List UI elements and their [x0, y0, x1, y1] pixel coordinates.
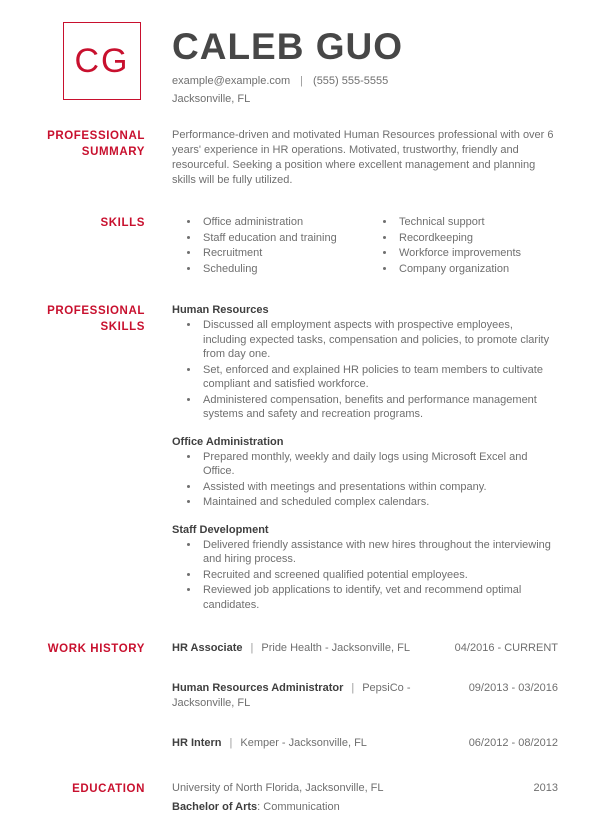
skill-group-heading: Staff Development — [172, 523, 269, 536]
location-text: Jacksonville, FL — [172, 93, 251, 105]
job-dates: 09/2013 - 03/2016 — [468, 682, 558, 694]
section-work-history — [0, 641, 558, 751]
contact-line — [172, 75, 558, 87]
job-title: Human Resources Administrator — [172, 682, 344, 694]
skill-group-human-resources — [172, 303, 558, 422]
section-label-professional-skills: PROFESSIONAL SKILLS — [47, 305, 145, 333]
school-name: University of North Florida, Jacksonville, FL — [172, 782, 384, 794]
professional-skills-content — [172, 303, 558, 613]
job-title-company — [172, 641, 410, 656]
skill-item: • Office administration — [200, 215, 362, 230]
job-entry — [172, 736, 558, 751]
bullet-item: • Administered compensation, benefits and performance management systems and safety and recreation programs. — [200, 393, 558, 422]
section-label-education: EDUCATION — [72, 783, 145, 795]
work-history-content — [172, 641, 558, 751]
education-school-row — [172, 781, 558, 796]
bullet-item: • Discussed all employment aspects with prospective employees, including expected tasks, compensation and policies, to promote clarity from day one. — [200, 318, 558, 362]
job-company: PepsiCo - Jacksonville, FL — [172, 682, 411, 709]
skill-group-heading: Human Resources — [172, 304, 269, 316]
job-title-company — [172, 736, 367, 751]
job-separator: | — [229, 737, 233, 749]
bullet-item: • Recruited and screened qualified potential employees. — [200, 568, 558, 583]
job-dates: 06/2012 - 08/2012 — [468, 737, 558, 749]
section-professional-skills — [0, 303, 558, 613]
bullet-item: • Delivered friendly assistance with new hires throughout the interviewing and hiring process. — [200, 538, 558, 567]
monogram-cell — [0, 22, 145, 105]
monogram-initials: CG — [74, 41, 130, 80]
section-label-skills: SKILLS — [100, 217, 145, 229]
education-content — [172, 781, 558, 815]
job-company: Pride Health - Jacksonville, FL — [261, 642, 410, 654]
job-title-company — [172, 681, 452, 711]
degree-separator: : — [257, 801, 264, 813]
skill-item: • Recruitment — [200, 246, 362, 261]
skill-group-office-administration — [172, 435, 558, 510]
phone-text: (555) 555-5555 — [313, 75, 389, 87]
section-label-professional-summary: PROFESSIONAL SUMMARY — [47, 130, 145, 158]
job-separator: | — [250, 642, 254, 654]
skill-group-heading: Office Administration — [172, 435, 284, 448]
job-dates: 04/2016 - CURRENT — [454, 642, 558, 654]
job-company: Kemper - Jacksonville, FL — [240, 737, 367, 749]
contact-separator: | — [300, 75, 304, 87]
job-separator: | — [351, 682, 355, 694]
skill-group-bullets — [172, 318, 558, 422]
skill-item: • Scheduling — [200, 262, 362, 277]
section-label-work-history: WORK HISTORY — [47, 643, 145, 655]
skill-group-staff-development — [172, 523, 558, 613]
header — [0, 22, 558, 105]
job-title: HR Intern — [172, 737, 222, 749]
degree-name: Bachelor of Arts — [172, 801, 258, 813]
section-education — [0, 781, 558, 815]
skill-group-bullets — [172, 450, 558, 510]
skill-item: • Technical support — [396, 215, 558, 230]
job-entry — [172, 681, 558, 711]
skills-column-2 — [368, 215, 558, 277]
email-text: example@example.com — [172, 75, 291, 87]
skills-column-1 — [172, 215, 362, 277]
skill-item: • Workforce improvements — [396, 246, 558, 261]
bullet-item: • Prepared monthly, weekly and daily logs using Microsoft Excel and Office. — [200, 450, 558, 479]
bullet-item: • Set, enforced and explained HR policies to team members to cultivate compliant and satisfied workforce. — [200, 363, 558, 392]
job-title: HR Associate — [172, 642, 243, 654]
bullet-item: • Maintained and scheduled complex calendars. — [200, 495, 558, 510]
candidate-name: CALEB GUO — [172, 26, 403, 67]
skill-item: • Recordkeeping — [396, 231, 558, 246]
graduation-year: 2013 — [533, 782, 558, 794]
skill-group-bullets — [172, 538, 558, 613]
skill-item: • Company organization — [396, 262, 558, 277]
skill-item: • Staff education and training — [200, 231, 362, 246]
section-professional-summary — [0, 128, 558, 188]
bullet-item: • Assisted with meetings and presentations within company. — [200, 480, 558, 495]
summary-text: Performance-driven and motivated Human Resources professional with over 6 years' experience in HR operations. Motivated, trustworthy, friendly and resourceful. Seeking a position where excellent management and planning skills will be fully utilized. — [172, 129, 554, 186]
section-skills — [0, 215, 558, 277]
degree-field: Communication — [263, 801, 340, 813]
bullet-item: • Reviewed job applications to identify, vet and recommend optimal candidates. — [200, 583, 558, 612]
job-entry — [172, 641, 558, 656]
skills-columns — [172, 215, 558, 277]
education-degree-row — [172, 800, 558, 815]
header-info — [172, 22, 558, 105]
monogram-badge — [63, 22, 141, 100]
